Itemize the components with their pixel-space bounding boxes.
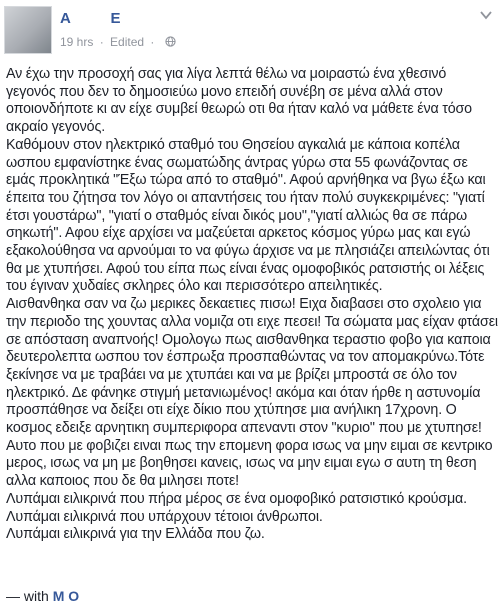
post-body [6,66,498,544]
with-prefix: — with [6,588,53,604]
post-paragraph: Λυπάμαι ειλικρινά για την Ελλάδα που ζω. [6,526,265,543]
meta-separator-2: · [150,34,155,49]
meta-separator: · [99,34,104,49]
avatar[interactable] [4,6,52,54]
post-paragraph: Αν έχω την προσοχή σας για λίγα λεπτά θέλω να μοιραστώ ένα χθεσινό γεγονός που δεν το δημοσιεύω μονο επειδή συνέβη σε μένα αλλά στον οποιονδήποτε κι αν είχε συμβεί θεωρώ οτι θα ήταν καλό να μάθετε ένα τόσο ακραίο γεγονός. [6,66,472,136]
post-paragraph: Λυπάμαι ειλικρινά που πήρα μέρος σε ένα ομοφοβικό ρατσιστικό κρούσμα. [6,490,467,507]
post-paragraph: Καθόμουν στον ηλεκτρικό σταθμό του Θησείου αγκαλιά με κάποια κοπέλα ωσπου εμφανίστηκε ένας σωματώδης άντρας γύρω στα 55 φωνάζοντας σε εμάς προκλητικά "Έξω τώρα από το σταθμό". Αφού αρνήθηκα να βγω έξω και έπειτα του ζήτησα τον λόγο οι απαντήσεις του ήταν πολύ συγκεκριμένες: "γιατί έτσι γουστάρω", "γιατί ο σταθμός είναι δικός μου","γιατί αλλιώς θα σε πάρω σηκωτή". Αφου είχε αρχίσει να μαζεύεται αρκετος κόσμος γύρω μας και εγώ εξακολούθησα να αρνούμαι το να φύγω άρχισε να με πλησιάζει απειλώντας ότι θα με χτυπήσει. Αφού του είπα πως είναι ένας ομοφοβικός ρατσιστής οι λέξεις του έγιναν χυδαίες σκληρες όλο και περισσότερο απειλητικές. [6,136,490,295]
edited-label[interactable]: Edited [110,34,145,49]
post-header [0,0,501,58]
globe-icon[interactable] [165,36,176,47]
tagged-with [6,588,79,604]
post-paragraph: Λυπάμαι ειλικρινά που υπάρχουν τέτοιοι άνθρωποι. [6,508,323,525]
post-paragraph: Αισθανθηκα σαν να ζω μερικες δεκαετιες πισω! Ειχα διαβασει στο σχολειο για την περιοδο της χουντας αλλα νομιζα οτι ειχε πεσει! Τα σώματα μας είχαν φτάσει σε απόσταση αναπνοής! Ομολογω πως αισθανθηκα τεραστιο φοβο για καποια δευτερολεπτα ωσπου τον έσπρωξα προσπαθώντας να τον απομακρύνω.Τότε ξεκίνησε να με τραβάει να με χτυπάει και να με βρίζει μπροστά σε όλο τον ηλεκτρικό. Δε φάνηκε στιγμή μετανιωμένος! ακόμα και όταν ήρθε η αστυνομία προσπάθησε να δείξει οτι είχε δίκιο που χτύπησε μια ανήλικη 17χρονη. Ο κοσμος εδειξε αρνητικη συμπεριφορα απεναντι στον "κυριο" που με χτυπησε! Αυτο που με φοβιζει ειναι πως την επομενη φορα ισως να μην ειμαι σε κεντρικο μερος, ισως να μη με βοηθησει κανεις, ισως να μην ειμαι εγω σ αυτη τη θεση αλλα καποιος που δε θα μιλησει ποτε! [6,296,498,490]
chevron-down-icon[interactable] [479,10,493,20]
author-name[interactable]: A E [60,10,139,27]
post-meta [60,34,176,49]
timestamp[interactable]: 19 hrs [60,34,94,49]
tagged-person-link[interactable]: M O [52,588,80,604]
